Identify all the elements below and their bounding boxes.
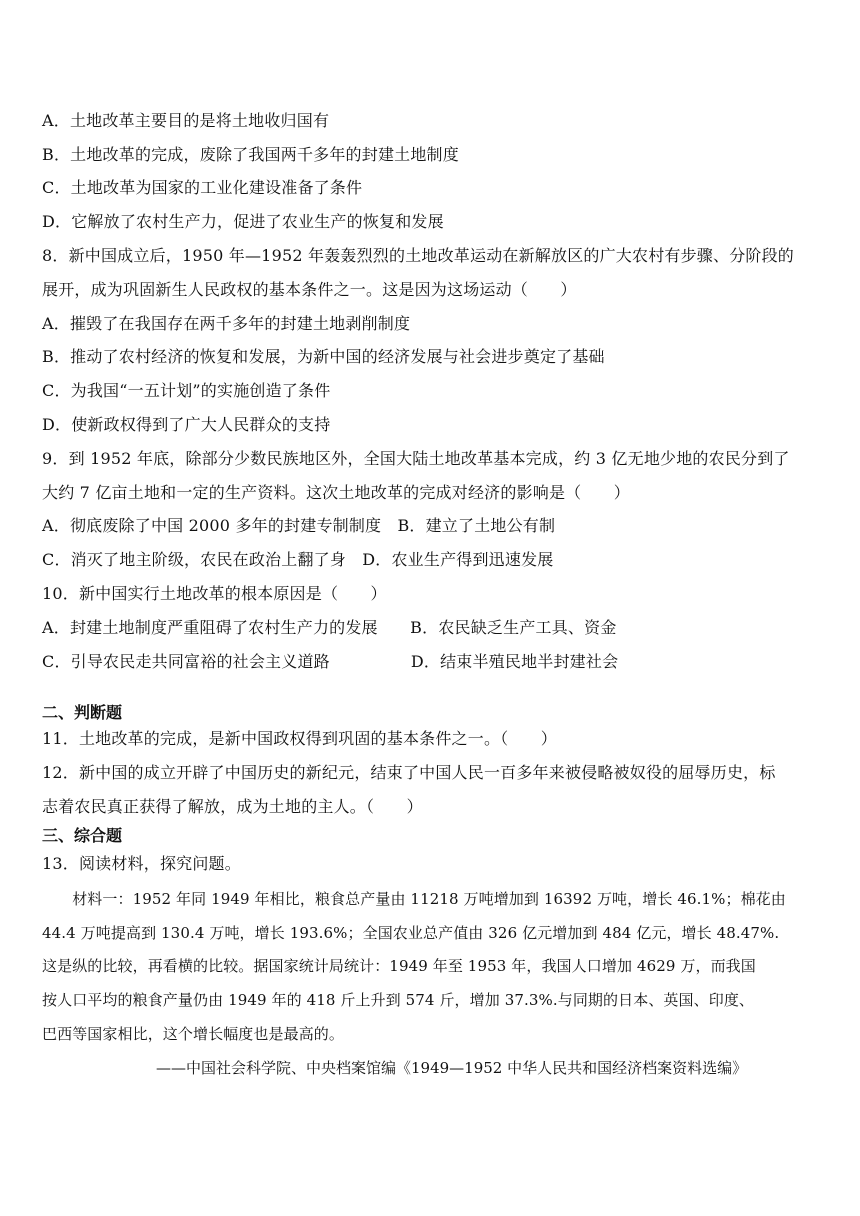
q9-stem-line1: 9．到 1952 年底，除部分少数民族地区外，全国大陆土地改革基本完成，约 3 亿无地少地的农民分到了 [42, 449, 790, 468]
q8-option-b: B．推动了农村经济的恢复和发展，为新中国的经济发展与社会进步奠定了基础 [42, 347, 605, 366]
q13-stem: 13．阅读材料，探究问题。 [42, 854, 241, 873]
q7-option-a: A．土地改革主要目的是将土地收归国有 [42, 111, 330, 130]
section-3-title: 三、综合题 [42, 826, 123, 845]
q8-option-d: D．使新政权得到了广大人民群众的支持 [42, 415, 331, 434]
q10-options-line2: C．引导农民走共同富裕的社会主义道路 D．结束半殖民地半封建社会 [42, 652, 619, 671]
material-line-1: 材料一：1952 年同 1949 年相比，粮食总产量由 11218 万吨增加到 16392 万吨，增长 46.1%；棉花由 [42, 890, 786, 908]
q12-line2: 志着农民真正获得了解放，成为土地的主人。（ ） [42, 797, 423, 816]
material-line-4: 按人口平均的粮食产量仍由 1949 年的 418 斤上升到 574 斤，增加 37.3%.与同期的日本、英国、印度、 [42, 991, 755, 1009]
q10-stem: 10．新中国实行土地改革的根本原因是（ ） [42, 584, 387, 603]
q8-option-c: C．为我国“一五计划”的实施创造了条件 [42, 381, 331, 400]
q7-option-d: D．它解放了农村生产力，促进了农业生产的恢复和发展 [42, 212, 444, 231]
material-source: ——中国社会科学院、中央档案馆编《1949—1952 中华人民共和国经济档案资料选编》 [156, 1059, 748, 1077]
q8-option-a: A．摧毁了在我国存在两千多年的封建土地剥削制度 [42, 314, 411, 333]
material-line-5: 巴西等国家相比，这个增长幅度也是最高的。 [42, 1025, 345, 1043]
q8-stem-line2: 展开，成为巩固新生人民政权的基本条件之一。这是因为这场运动（ ） [42, 280, 577, 299]
material-line-2: 44.4 万吨提高到 130.4 万吨，增长 193.6%；全国农业总产值由 326 亿元增加到 484 亿元，增长 48.47%. [42, 924, 780, 942]
q12-line1: 12．新中国的成立开辟了中国历史的新纪元，结束了中国人民一百多年来被侵略被奴役的屈辱历史，标 [42, 763, 776, 782]
q8-stem-line1: 8．新中国成立后，1950 年—1952 年轰轰烈烈的土地改革运动在新解放区的广大农村有步骤、分阶段的 [42, 246, 794, 265]
q9-options-line2: C．消灭了地主阶级，农民在政治上翻了身 D．农业生产得到迅速发展 [42, 550, 554, 569]
q9-options-line1: A．彻底废除了中国 2000 多年的封建专制制度 B．建立了土地公有制 [42, 516, 556, 535]
section-2-title: 二、判断题 [42, 703, 123, 722]
material-line-3: 这是纵的比较，再看横的比较。据国家统计局统计：1949 年至 1953 年，我国人口增加 4629 万，而我国 [42, 957, 756, 975]
q10-options-line1: A．封建土地制度严重阻碍了农村生产力的发展 B．农民缺乏生产工具、资金 [42, 618, 617, 637]
q7-option-c: C．土地改革为国家的工业化建设准备了条件 [42, 178, 363, 197]
q9-stem-line2: 大约 7 亿亩土地和一定的生产资料。这次土地改革的完成对经济的影响是（ ） [42, 483, 630, 502]
q7-option-b: B．土地改革的完成，废除了我国两千多年的封建土地制度 [42, 145, 459, 164]
q11: 11．土地改革的完成，是新中国政权得到巩固的基本条件之一。（ ） [42, 729, 557, 748]
